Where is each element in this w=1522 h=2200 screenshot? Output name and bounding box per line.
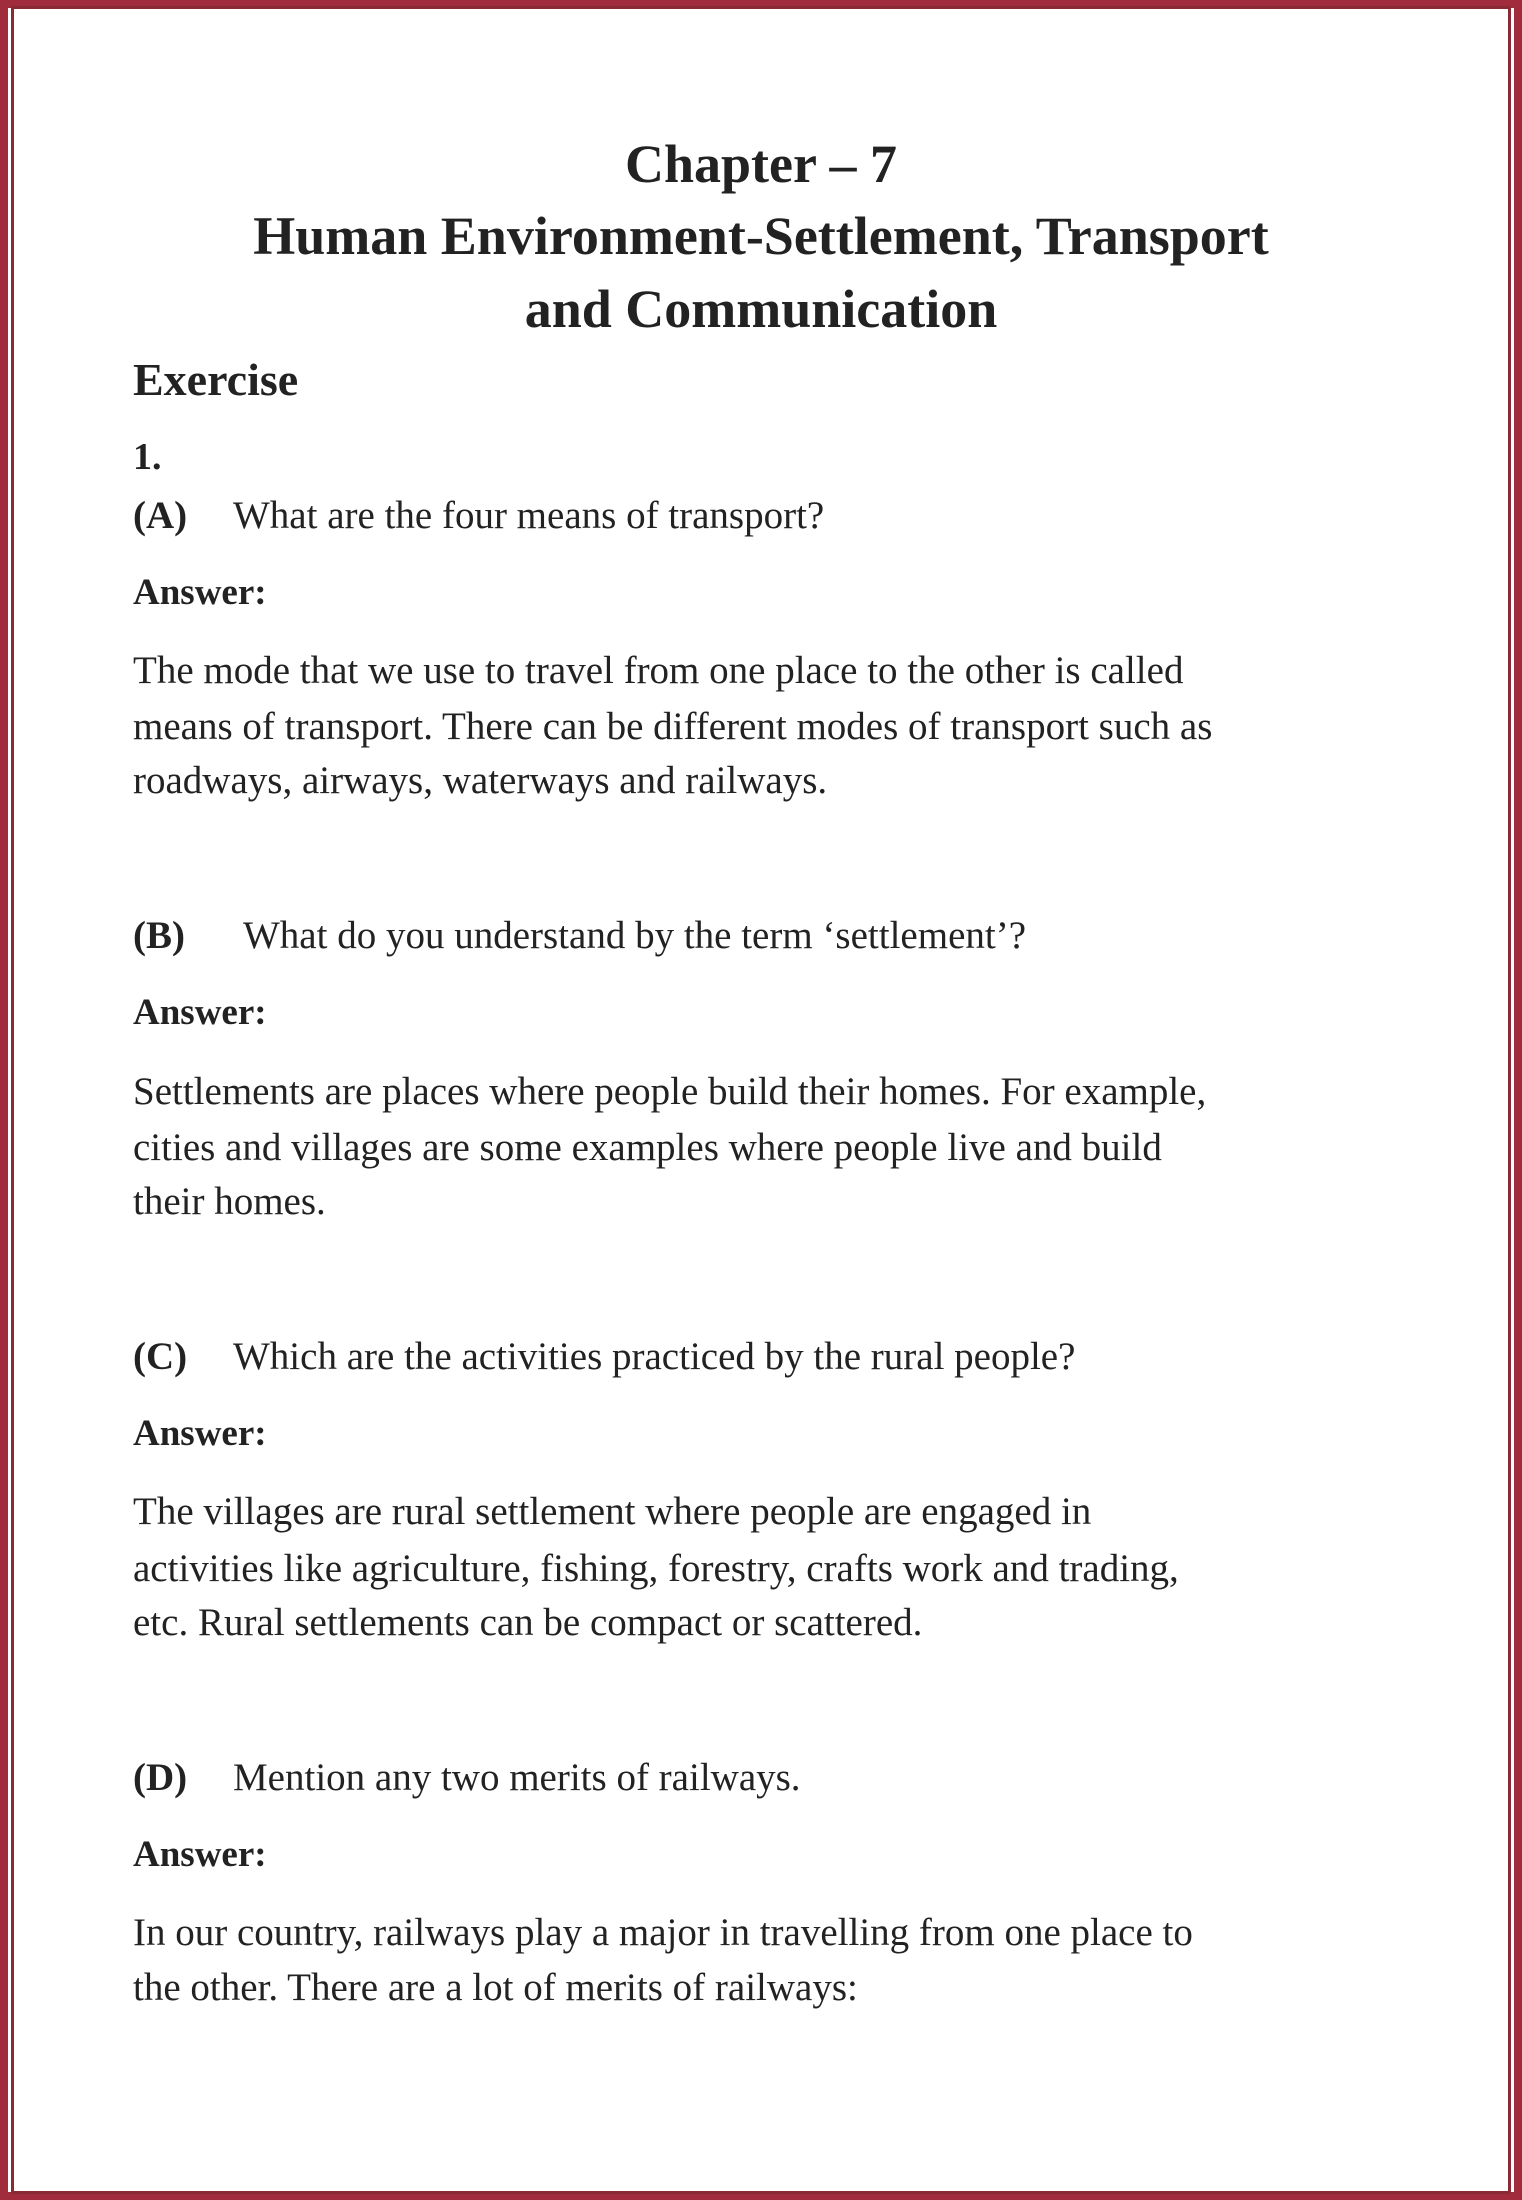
answer-label: Answer: <box>133 992 267 1033</box>
answer-line: The villages are rural settlement where people are engaged in <box>133 1490 1092 1533</box>
question-label: (B) <box>133 914 185 957</box>
answer-line: Settlements are places where people build their homes. For example, <box>133 1070 1207 1113</box>
answer-line: their homes. <box>133 1180 326 1223</box>
answer-line: means of transport. There can be different modes of transport such as <box>133 705 1213 748</box>
question-label: (A) <box>133 494 188 537</box>
question-label: (D) <box>133 1756 188 1799</box>
exercise-heading: Exercise <box>133 354 299 405</box>
answer-label: Answer: <box>133 572 267 613</box>
question-text: Which are the activities practiced by the rural people? <box>233 1335 1076 1378</box>
answer-label: Answer: <box>133 1413 267 1454</box>
answer-line: roadways, airways, waterways and railways. <box>133 759 828 802</box>
answer-label: Answer: <box>133 1834 267 1875</box>
question-text: What do you understand by the term ‘settlement’? <box>243 914 1027 957</box>
answer-line: cities and villages are some examples where people live and build <box>133 1126 1162 1169</box>
chapter-title-line2: and Communication <box>524 279 998 339</box>
chapter-title-line1: Human Environment-Settlement, Transport <box>253 206 1269 266</box>
answer-line: In our country, railways play a major in travelling from one place to <box>133 1911 1193 1954</box>
question-c <box>133 1329 1075 1385</box>
question-text: What are the four means of transport? <box>233 494 825 537</box>
question-a <box>133 488 824 544</box>
answer-line: etc. Rural settlements can be compact or scattered. <box>133 1601 923 1644</box>
question-d <box>133 1750 801 1806</box>
answer-line: The mode that we use to travel from one place to the other is called <box>133 649 1184 692</box>
chapter-number: Chapter – 7 <box>624 134 897 194</box>
question-number: 1. <box>133 436 162 478</box>
question-label: (C) <box>133 1335 188 1378</box>
question-text: Mention any two merits of railways. <box>233 1756 801 1799</box>
answer-line: activities like agriculture, fishing, forestry, crafts work and trading, <box>133 1547 1179 1590</box>
answer-line: the other. There are a lot of merits of railways: <box>133 1966 858 2009</box>
question-b <box>133 908 1026 964</box>
